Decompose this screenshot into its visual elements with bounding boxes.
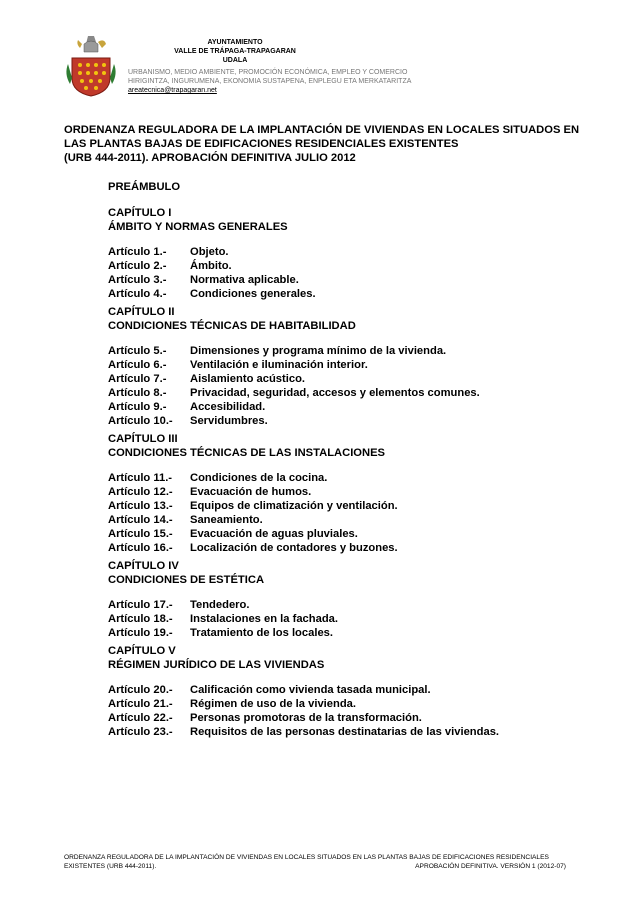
article-row: [108, 259, 232, 273]
article-row: [108, 485, 311, 499]
municipal-crest-icon: [64, 34, 118, 98]
article-number: Artículo 20.-: [108, 684, 173, 696]
article-title: Aislamiento acústico.: [190, 373, 306, 385]
article-row: [108, 711, 422, 725]
article-number: Artículo 4.-: [108, 288, 167, 300]
footer-line1: ORDENANZA REGULADORA DE LA IMPLANTACIÓN DE VIVIENDAS EN LOCALES SITUADOS EN LAS PLANTAS BAJAS DE EDIFICACIONES RESIDENCIALES: [64, 854, 549, 861]
article-number: Artículo 5.-: [108, 345, 167, 357]
article-row: [108, 499, 398, 513]
chapter-number: CAPÍTULO V: [108, 645, 176, 657]
article-number: Artículo 22.-: [108, 712, 173, 724]
article-title: Instalaciones en la fachada.: [190, 613, 338, 625]
article-row: [108, 372, 305, 386]
chapter-name: ÁMBITO Y NORMAS GENERALES: [108, 221, 288, 233]
article-title: Requisitos de las personas destinatarias de las viviendas.: [190, 726, 500, 738]
footer-line2: EXISTENTES (URB 444-2011).: [64, 863, 157, 870]
article-title: Accesibilidad.: [190, 401, 266, 413]
preamble-heading: PREÁMBULO: [108, 181, 181, 193]
org-name-line3: UDALA: [222, 57, 248, 64]
chapter-number: CAPÍTULO II: [108, 306, 175, 318]
footer-version: APROBACIÓN DEFINITIVA. VERSIÓN 1 (2012-07): [415, 863, 566, 870]
article-title: Privacidad, seguridad, accesos y elementos comunes.: [190, 387, 480, 399]
article-title: Servidumbres.: [190, 415, 268, 427]
article-number: Artículo 12.-: [108, 486, 173, 498]
article-title: Evacuación de aguas pluviales.: [190, 528, 358, 540]
article-title: Calificación como vivienda tasada municipal.: [190, 684, 431, 696]
article-number: Artículo 6.-: [108, 359, 167, 371]
article-row: [108, 541, 398, 555]
article-title: Evacuación de humos.: [190, 486, 312, 498]
article-row: [108, 612, 338, 626]
article-number: Artículo 3.-: [108, 274, 167, 286]
chapter-number: CAPÍTULO I: [108, 207, 172, 219]
chapter-number: CAPÍTULO IV: [108, 560, 179, 572]
article-row: [108, 400, 265, 414]
title-line1: ORDENANZA REGULADORA DE LA IMPLANTACIÓN DE VIVIENDAS EN LOCALES SITUADOS EN: [64, 124, 580, 136]
article-row: [108, 527, 358, 541]
article-title: Condiciones de la cocina.: [190, 472, 328, 484]
article-title: Normativa aplicable.: [190, 274, 299, 286]
email-link[interactable]: areatecnica@trapagaran.net: [128, 87, 217, 94]
article-row: [108, 245, 229, 259]
article-title: Dimensiones y programa mínimo de la vivienda.: [190, 345, 447, 357]
article-title: Tendedero.: [190, 599, 250, 611]
article-number: Artículo 17.-: [108, 599, 173, 611]
article-row: [108, 598, 249, 612]
document-title: [64, 123, 584, 165]
article-number: Artículo 10.-: [108, 415, 173, 427]
department-line1: URBANISMO, MEDIO AMBIENTE, PROMOCIÓN ECONÓMICA, EMPLEO Y COMERCIO: [128, 69, 408, 76]
article-row: [108, 414, 268, 428]
chapter-name: CONDICIONES TÉCNICAS DE LAS INSTALACIONES: [108, 447, 386, 459]
article-number: Artículo 2.-: [108, 260, 167, 272]
article-number: Artículo 18.-: [108, 613, 173, 625]
article-number: Artículo 1.-: [108, 246, 167, 258]
chapter-number: CAPÍTULO III: [108, 433, 178, 445]
article-number: Artículo 7.-: [108, 373, 167, 385]
article-number: Artículo 9.-: [108, 401, 167, 413]
article-number: Artículo 8.-: [108, 387, 167, 399]
article-row: [108, 344, 446, 358]
title-line2: LAS PLANTAS BAJAS DE EDIFICACIONES RESIDENCIALES EXISTENTES: [64, 138, 459, 150]
article-number: Artículo 13.-: [108, 500, 173, 512]
article-row: [108, 471, 327, 485]
department-line2: HIRIGINTZA, INGURUMENA, EKONOMIA SUSTAPENA, ENPLEGU ETA MERKATARITZA: [128, 78, 412, 85]
article-row: [108, 697, 356, 711]
article-number: Artículo 11.-: [108, 472, 173, 484]
article-row: [108, 683, 431, 697]
article-title: Tratamiento de los locales.: [190, 627, 334, 639]
article-title: Objeto.: [190, 246, 229, 258]
article-title: Condiciones generales.: [190, 288, 316, 300]
article-number: Artículo 21.-: [108, 698, 173, 710]
article-number: Artículo 14.-: [108, 514, 173, 526]
article-title: Saneamiento.: [190, 514, 263, 526]
article-title: Ámbito.: [190, 260, 232, 272]
article-number: Artículo 16.-: [108, 542, 173, 554]
article-row: [108, 273, 299, 287]
org-name-line2: VALLE DE TRÁPAGA-TRAPAGARAN: [174, 48, 296, 55]
article-title: Personas promotoras de la transformación.: [190, 712, 422, 724]
article-row: [108, 287, 316, 301]
chapter-name: RÉGIMEN JURÍDICO DE LAS VIVIENDAS: [108, 659, 325, 671]
article-row: [108, 358, 368, 372]
org-name-line1: AYUNTAMIENTO: [207, 39, 263, 46]
article-title: Equipos de climatización y ventilación.: [190, 500, 398, 512]
article-number: Artículo 23.-: [108, 726, 173, 738]
chapter-name: CONDICIONES DE ESTÉTICA: [108, 574, 265, 586]
title-line3: (URB 444-2011). APROBACIÓN DEFINITIVA JULIO 2012: [64, 152, 356, 164]
article-row: [108, 725, 499, 739]
article-row: [108, 386, 480, 400]
article-title: Localización de contadores y buzones.: [190, 542, 398, 554]
article-title: Régimen de uso de la vivienda.: [190, 698, 356, 710]
article-row: [108, 513, 263, 527]
article-title: Ventilación e iluminación interior.: [190, 359, 368, 371]
article-row: [108, 626, 333, 640]
chapter-name: CONDICIONES TÉCNICAS DE HABITABILIDAD: [108, 320, 356, 332]
article-number: Artículo 19.-: [108, 627, 173, 639]
article-number: Artículo 15.-: [108, 528, 173, 540]
